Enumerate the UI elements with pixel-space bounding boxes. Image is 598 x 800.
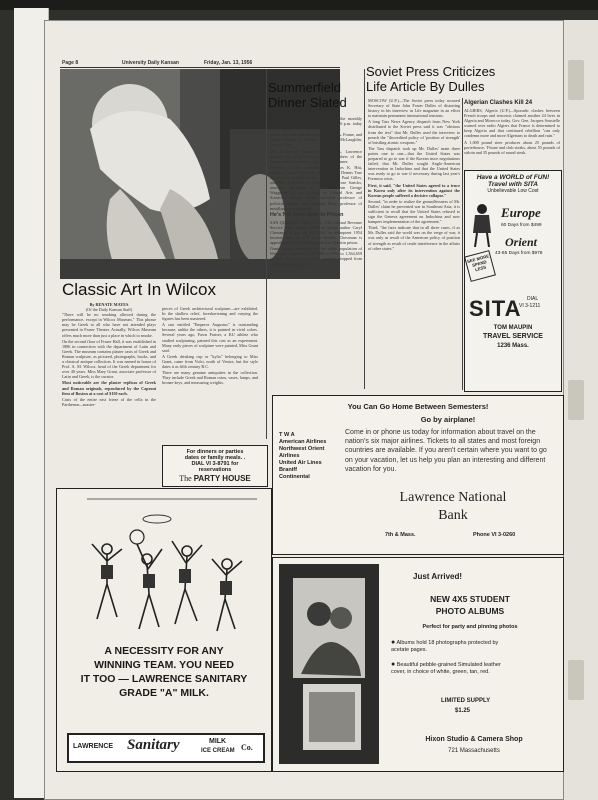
summerfield-headline-line: Dinner Slated	[268, 95, 347, 110]
sita-line: Travel with SITA	[488, 181, 538, 188]
hixon-limited: LIMITED SUPPLY	[441, 698, 491, 704]
airline-name: United Air Lines	[279, 460, 322, 466]
dairy-logo-lawrence: LAWRENCE	[73, 743, 114, 750]
dairy-logo-milk: MILK	[209, 738, 227, 745]
bullet-dot-icon: ●	[391, 639, 396, 646]
sita-orient-detail: 43-65 Days from $978	[495, 251, 543, 256]
soviet-headline-line: Soviet Press Criticizes	[366, 64, 496, 79]
article-paragraph: "There will be no smoking allowed during the performance, except in Wilcox Museum." This phrase may be Greek to all who have not attended plays presented in Fraser Theater. Actually, Wilcox Museum offers much more than just a place in which to smoke.	[62, 312, 156, 338]
column-rule	[266, 69, 267, 439]
party-house-line: DIAL VI 3-8791 for	[191, 461, 239, 467]
hixon-bullet	[391, 662, 511, 675]
dairy-logo-co: Co.	[241, 743, 253, 752]
article-paragraph: A long Tass News Agency dispatch from New York distributed to the Soviet press said it was "obvious from the text" that Mr. Dulles used the interview to preach the "discredited policy of 'position of strength' of bristling atomic weapons."	[368, 119, 460, 145]
article-paragraph: The University Summerfield scholars, Lawrence alumni who were scholars, and members of the Summerfield committee will attend the dinner.	[270, 148, 362, 164]
bank-body: Come in or phone us today for information about travel on the nation's six major airlines. Tickets to all states and most foreign countries are available. If you aren't certain where you want to go on your vacation, let us help you plan an interesting and different vacation for you.	[345, 429, 547, 473]
dairy-line: GRADE "A" MILK.	[119, 687, 209, 699]
page-number: Page 8	[62, 60, 79, 66]
sita-europe: Europe	[501, 205, 541, 220]
sita-line: Unbelievable Low Cost	[487, 188, 539, 194]
sita-address: 1236 Mass.	[497, 343, 529, 349]
party-house-name: PARTY HOUSE	[193, 474, 251, 483]
classic-art-headline: Classic Art In Wilcox	[62, 280, 216, 299]
binder-slot	[568, 660, 584, 700]
sita-agent: TOM MAUPIN	[493, 325, 533, 331]
sita-phone: VI 3-1211	[519, 303, 541, 309]
article-paragraph: Second, "in order to realize the groundlessness of Mr. Dulles' claim he prevented war in Southeast Asia, it is sufficient to recall that the United States refused to sign the Geneva agreement on Indochina and now hampers implementation of the agreement."	[368, 198, 460, 225]
sita-europe-detail: 60 Days from $499	[501, 223, 542, 228]
column-rule	[462, 98, 463, 390]
traveler-illustration	[469, 203, 495, 247]
summerfield-headline	[268, 80, 364, 110]
paper-name: University Daily Kansan	[122, 60, 179, 66]
binder-slot	[568, 60, 584, 100]
article-paragraph: Third, "the facts indicate that in all three cases, if as Mr. Dulles said the world was on the verge of war, it was only as result of the American policy of position of strength as result of crude interference in the affairs of other states."	[368, 225, 460, 251]
byline-org: (Of the Daily Kansan Staff)	[85, 307, 133, 313]
algerian-headline: Algerian Clashes Kill 24	[464, 100, 533, 106]
airline-name: T W A	[279, 432, 295, 438]
hixon-address: 721 Massachusetts	[448, 748, 500, 754]
sita-brand: SITA	[469, 296, 522, 321]
bank-headline-2: Go by airplane!	[420, 415, 476, 424]
dairy-line: WINNING TEAM. YOU NEED	[94, 659, 234, 671]
sita-orient: Orient	[505, 235, 538, 249]
article-paragraph: There are many genuine antiquities in the collection. They include Greek and Roman coins, vases, lamps, and bronze keys, and measuring weights.	[162, 370, 258, 386]
byline: By RENATE MAYES	[89, 302, 129, 307]
dairy-ad	[56, 488, 272, 772]
album-photo	[279, 564, 379, 764]
bank-name: Lawrence National	[399, 490, 507, 505]
dairy-line: IT TOO — LAWRENCE SANITARY	[80, 673, 248, 685]
binder-top-edge	[0, 0, 598, 10]
bank-headline: You Can Go Home Between Semesters!	[347, 402, 489, 411]
soviet-headline-line: Life Article By Dulles	[366, 79, 485, 94]
article-paragraph: Game experts estimated that the rabbit population of Wisconsin rose from 1,000,990 in 1954 to 1,364,659 in 1955. In the same period, squirrels dropped from 1,552,856 to 1,357,310.	[270, 246, 362, 267]
hixon-subtitle: Perfect for party and pinning photos	[422, 624, 518, 630]
sita-line: Have a WORLD of FUN!	[476, 174, 550, 181]
classic-art-column-1	[62, 302, 156, 408]
sita-service: TRAVEL SERVICE	[483, 333, 543, 340]
hixon-title: NEW 4X5 STUDENT	[430, 594, 510, 604]
dairy-line: A NECESSITY FOR ANY	[104, 645, 224, 657]
column-rule	[364, 69, 365, 389]
soviet-body	[368, 98, 460, 252]
article-paragraph: Members of the committee are James K. Hitt, registrar; Donald Alderson, dean of men; Dennis True Bloodgood, director of aids and awards; Paul Gilles, associate professor of chemistry; Ambrose Saricks, associate professor of history; Dean George Waggoner, of the College of Liberal Arts and Sciences; Francis Heller, associate professor of political science, and Kenneth Rose, professor of metallurgical engineering.	[270, 164, 362, 211]
sita-stamp: SEE MORE SPEND LESS	[464, 250, 496, 282]
party-house-the: The	[179, 474, 192, 483]
hixon-title-2: PHOTO ALBUMS	[435, 606, 505, 616]
article-paragraph: Those who will read themes are Dwight A. Frame, and James Callahan of Wichita, and James McLaughlin, Omaha, Neb.	[270, 132, 362, 148]
soviet-headline	[366, 64, 562, 94]
hixon-bullet	[391, 640, 501, 653]
bank-name-2: Bank	[438, 508, 468, 523]
bank-address: 7th & Mass.	[385, 532, 416, 538]
article-paragraph: ALGIERS, Algeria (U.P.)—Sporadic clashes between French troops and terrorists claimed another 24 lives in Algeria and Morocco today. Gov. Gen. Jacques Soustelle warned over radio Algiers that France is determined to keep Algeria and that continued rebellion "can only condemn more and more Algerians to death and ruin."	[464, 108, 560, 139]
classic-art-column-2	[162, 306, 258, 386]
algerian-story	[464, 100, 560, 156]
issue-date: Friday, Jan. 13, 1956	[204, 60, 253, 66]
bank-ad	[272, 395, 564, 555]
article-paragraph: On the second floor of Fraser Hall, it was established in 1886 in connection with the department of Latin and Greek. The museum contains plaster casts of Greek and Roman sculpture, as pictured, photographs, books, and a classical antique collection. It was named in honor of Prof. A. M. Wilcox, head of the Greek department for over 40 years. Miss Mary Grant, associate professor of Latin and Greek, is the curator.	[62, 338, 156, 380]
article-paragraph: SAN QUENTIN, Calif. (U.P.)—The Internal Revenue Service today served notice on prison author Caryl Chessman to pay up $3,432.62 in delinquent 1954 income taxes or he'll be in trouble. Chessman is appealing a death sentence from San Quentin prison.	[270, 219, 362, 246]
bullet-dot-icon: ●	[391, 661, 396, 668]
page-right-edge	[560, 20, 598, 800]
dairy-logo-icecream: ICE CREAM	[201, 748, 235, 754]
article-paragraph: Most noticeable are the plaster replicas of Greek and Roman originals, reproduced by the Caproni firm of Boston at a cost of $150 each.	[62, 380, 156, 396]
article-paragraph: A cast entitled "Emperor Augustus" is outstanding because, unlike the others, it is painted in vivid colors. Several years ago, Fawn Fraiser, a KU athlete who studied sculpturing, painted this cast as an experiment. Many early pieces of sculpture were painted, Miss Grant said.	[162, 322, 258, 353]
article-paragraph: A Greek drinking cup or "kylix" belonging to Miss Grant, came from Vulci, north of Venice, but the style dates it as fifth century B.C.	[162, 353, 258, 370]
airline-name: Northwest Orient Airlines	[279, 446, 325, 459]
airline-name: American Airlines	[279, 439, 327, 445]
summerfield-body	[270, 116, 362, 268]
article-paragraph: The Tass dispatch took up Mr. Dulles' main three points one to one—that the United States was prepared to go to war if the Korean truce negotiations failed; that Mr. Dulles sought Anglo-American intervention in Indochina and that the United States was ready to go to war if necessary during last year's Formosa crisis.	[368, 145, 460, 182]
airline-name: Continental	[279, 474, 310, 480]
prison-headline: He's Not Even Safe In Prison	[270, 211, 344, 218]
party-house-line: For dinners or parties	[186, 449, 244, 455]
article-paragraph: MOSCOW (U.P.)—The Soviet press today accused Secretary of State John Foster Dulles of distorting history in his interview in Life magazine in an effort to maintain permanent international tensions.	[368, 98, 460, 119]
article-paragraph: Three seniors will present papers at the monthly meeting of the Summerfield Scholars at 6 p.m. today in the English Room of the Kansas Union.	[270, 116, 362, 132]
hixon-headline: Just Arrived!	[413, 572, 463, 581]
dairy-logo-sanitary: Sanitary	[127, 737, 180, 753]
masthead-rule	[60, 67, 340, 68]
hixon-bullet-text: Beautiful pebble-grained Simulated leather cover, in choice of white, green, tan, red.	[391, 662, 501, 675]
airline-list	[279, 432, 339, 481]
party-house-line: reservations	[198, 467, 232, 473]
hixon-bullet-text: Albums hold 18 photographs protected by acetate pages.	[391, 640, 499, 653]
airline-name: Braniff	[279, 467, 298, 473]
bank-phone: Phone VI 3-0260	[473, 532, 516, 538]
binder-slot	[568, 380, 584, 420]
hixon-ad	[272, 557, 564, 772]
article-paragraph: Casts of the entire east frieze of the cella in the Parthenon—master-	[62, 396, 156, 407]
party-house-line: dates or family meals. .	[184, 455, 246, 461]
party-house-ad	[162, 445, 268, 487]
article-paragraph: First, it said, "the United States agreed to a truce in Korea only after its intervention against the Korean people suffered a decisive collapse."	[368, 182, 460, 198]
sita-dial: DIAL	[527, 296, 539, 302]
newspaper-sheet	[44, 20, 564, 800]
sita-travel-ad	[464, 170, 562, 392]
dairy-logo	[67, 733, 265, 763]
basketball-players-illustration	[57, 489, 271, 639]
article-paragraph: A 1,000 pound steer produces about 25 pounds of porterhouse, T-bone and club steaks, about 55 pounds of sirloin and 35 pounds of round steak.	[464, 139, 560, 155]
hixon-store: Hixon Studio & Camera Shop	[425, 736, 523, 743]
article-paragraph: pieces of Greek architectural sculpture—are exhibited. In the shallow relief, foreshortening and varying the figures has been mastered.	[162, 306, 258, 322]
summerfield-headline-line: Summerfield	[268, 80, 341, 95]
hixon-price: $1.25	[455, 708, 471, 714]
